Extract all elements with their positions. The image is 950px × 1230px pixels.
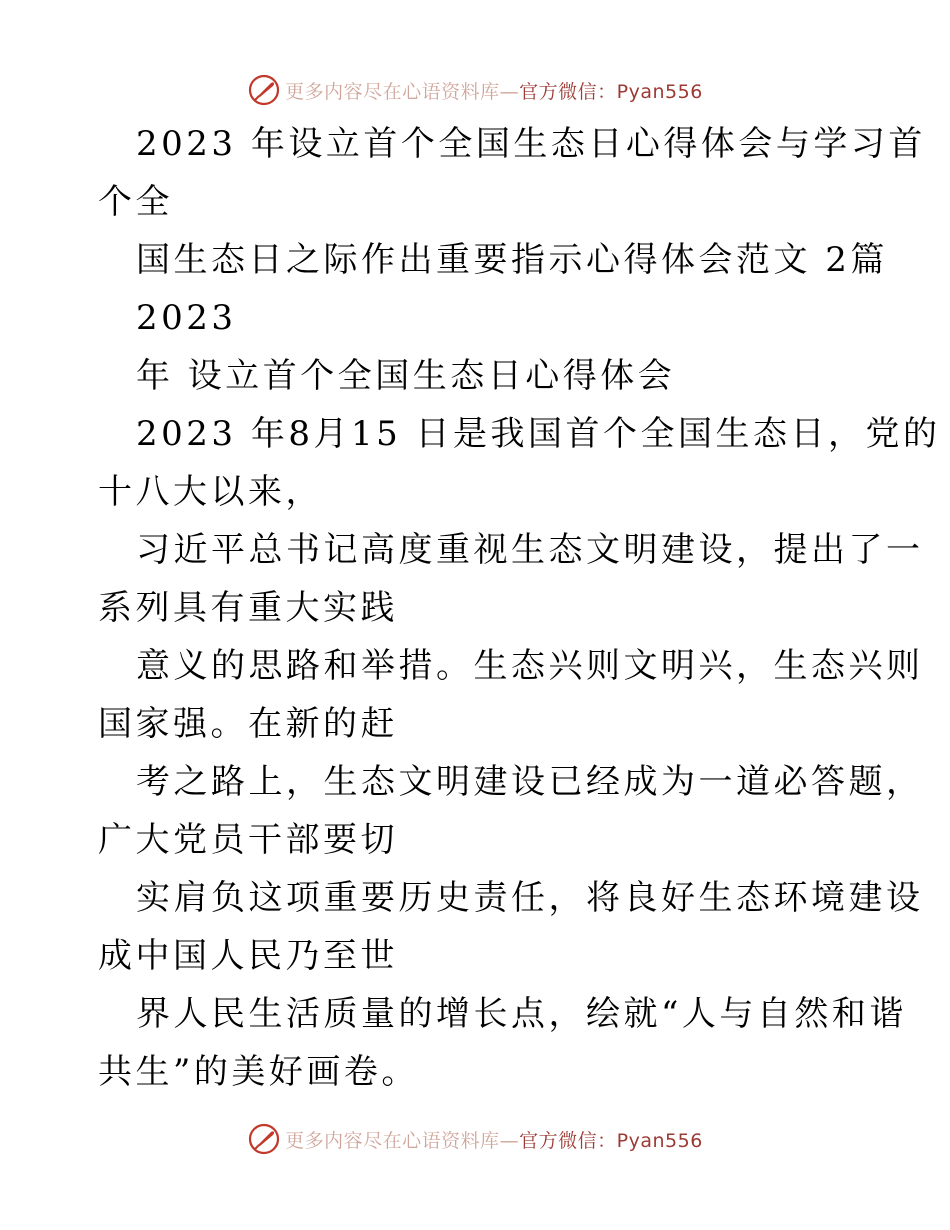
text-line: 年 设立首个全国生态日心得体会 [136, 356, 676, 396]
footer-watermark [0, 1119, 950, 1159]
text-line: 个全 [98, 182, 173, 222]
text-line: 成中国人民乃至世 [98, 936, 398, 976]
text-line: 系列具有重大实践 [98, 588, 398, 628]
watermark-text: 更多内容尽在心语资料库— [285, 1129, 520, 1152]
feather-pen-icon [247, 73, 281, 107]
feather-pen-icon [247, 1122, 281, 1156]
text-line: 2023 年8月15 日是我国首个全国生态日，党的 [136, 414, 941, 454]
text-line: 实肩负这项重要历史责任，将良好生态环境建设 [136, 878, 924, 918]
document-body [98, 115, 941, 1101]
text-line: 国家强。在新的赶 [98, 704, 398, 744]
watermark-contact: 官方微信：Pyan556 [519, 80, 703, 103]
header-watermark [0, 70, 950, 110]
text-line: 意义的思路和举措。生态兴则文明兴，生态兴则 [136, 646, 924, 686]
text-line: 界人民生活质量的增长点，绘就“人与自然和谐 [136, 994, 907, 1034]
text-line: 习近平总书记高度重视生态文明建设，提出了一 [136, 530, 924, 570]
text-line: 十八大以来， [98, 472, 323, 512]
text-line: 考之路上，生态文明建设已经成为一道必答题， [136, 762, 924, 802]
text-line: 国生态日之际作出重要指示心得体会范文 2篇 [136, 240, 888, 280]
watermark-text: 更多内容尽在心语资料库— [285, 80, 520, 103]
text-line: 2023 [136, 298, 237, 338]
text-line: 2023 年设立首个全国生态日心得体会与学习首 [136, 124, 926, 164]
watermark-contact: 官方微信：Pyan556 [519, 1129, 703, 1152]
text-line: 广大党员干部要切 [98, 820, 398, 860]
text-line: 共生”的美好画卷。 [98, 1052, 419, 1092]
